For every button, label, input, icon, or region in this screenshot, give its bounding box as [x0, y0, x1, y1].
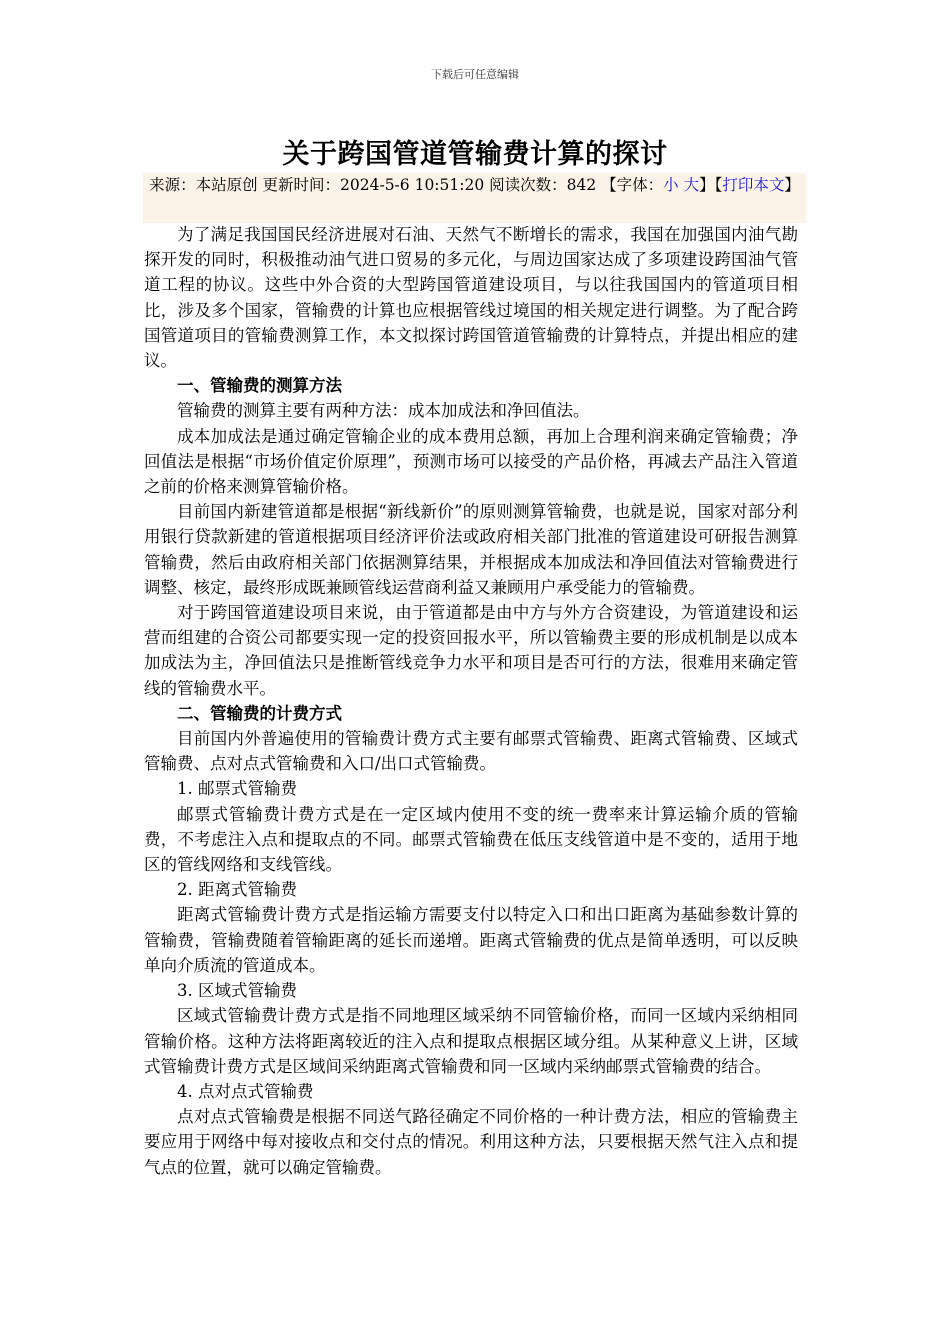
paragraph: 目前国内外普遍使用的管输费计费方式主要有邮票式管输费、距离式管输费、区域式管输费、点对点式管输费和入口/出口式管输费。 — [144, 729, 798, 774]
paragraph: 成本加成法是通过确定管输企业的成本费用总额，再加上合理利润来确定管输费；净回值法是根据“市场价值定价原理”，预测市场可以接受的产品价格，再减去产品注入管道之前的价格来测算管输价格。 — [144, 426, 798, 497]
meta-suffix: 】 — [784, 176, 800, 194]
paragraph: 邮票式管输费计费方式是在一定区域内使用不变的统一费率来计算运输介质的管输费，不考虑注入点和提取点的不同。邮票式管输费在低压支线管道中是不变的，适用于地区的管线网络和支线管线。 — [144, 804, 798, 875]
print-article-link[interactable]: 打印本文 — [722, 176, 785, 194]
font-large-link[interactable]: 大 — [683, 176, 700, 194]
paragraph: 为了满足我国国民经济进展对石油、天然气不断增长的需求，我国在加强国内油气勘探开发的同时，积极推动油气进口贸易的多元化，与周边国家达成了多项建设跨国油气管道工程的协议。这些中外合资的大型跨国管道建设项目，与以往我国国内的管道项目相比，涉及多个国家，管输费的计算也应根据管线过境国的相关规定进行调整。为了配合跨国管道项目的管输费测算工作，本文拟探讨跨国管道管输费的计算特点，并提出相应的建议。 — [144, 225, 798, 371]
paragraph: 距离式管输费计费方式是指运输方需要支付以特定入口和出口距离为基础参数计算的管输费，管输费随着管输距离的延长而递增。距离式管输费的优点是简单透明，可以反映单向介质流的管道成本。 — [144, 905, 798, 975]
section-heading: 一、管输费的测算方法 — [177, 376, 342, 396]
meta-info: 来源：本站原创 更新时间：2024-5-6 10:51:20 阅读次数：842 【字体： — [149, 176, 664, 194]
article-title: 关于跨国管道管输费计算的探讨 — [282, 139, 668, 170]
paragraph: 区域式管输费计费方式是指不同地理区域采纳不同管输价格，而同一区域内采纳相同管输价格。这种方法将距离较近的注入点和提取点根据区域分组。从某种意义上讲，区域式管输费计费方式是区域间采纳距离式管输费和同一区域内采纳邮票式管输费的结合。 — [144, 1006, 798, 1076]
section-heading: 二、管输费的计费方式 — [177, 703, 342, 723]
meta-separator: 】【 — [699, 176, 723, 194]
article-body — [144, 222, 798, 1180]
paragraph: 对于跨国管道建设项目来说，由于管道都是由中方与外方合资建设，为管道建设和运营而组建的合资公司都要实现一定的投资回报水平，所以管输费主要的形成机制是以成本加成法为主，净回值法只是推断管线竞争力水平和项目是否可行的方法，很难用来确定管线的管输费水平。 — [144, 603, 798, 698]
paragraph: 目前国内新建管道都是根据“新线新价”的原则测算管输费，也就是说，国家对部分利用银行贷款新建的管道根据项目经济评价法或政府相关部门批准的管道建设可研报告测算管输费，然后由政府相关部门依据测算结果，并根据成本加成法和净回值法对管输费进行调整、核定，最终形成既兼顾管线运营商利益又兼顾用户承受能力的管输费。 — [144, 502, 798, 597]
font-small-link[interactable]: 小 — [663, 176, 679, 194]
subsection-heading: 1. 邮票式管输费 — [177, 779, 297, 799]
header-note: 下载后可任意编辑 — [431, 68, 519, 81]
subsection-heading: 3. 区域式管输费 — [177, 981, 297, 1001]
paragraph: 点对点式管输费是根据不同送气路径确定不同价格的一种计费方法，相应的管输费主要应用于网络中每对接收点和交付点的情况。利用这种方法，只要根据天然气注入点和提气点的位置，就可以确定管输费。 — [144, 1107, 798, 1177]
article-meta — [143, 173, 806, 223]
subsection-heading: 4. 点对点式管输费 — [177, 1081, 314, 1101]
paragraph: 管输费的测算主要有两种方法：成本加成法和净回值法。 — [177, 401, 590, 421]
subsection-heading: 2. 距离式管输费 — [177, 880, 297, 900]
